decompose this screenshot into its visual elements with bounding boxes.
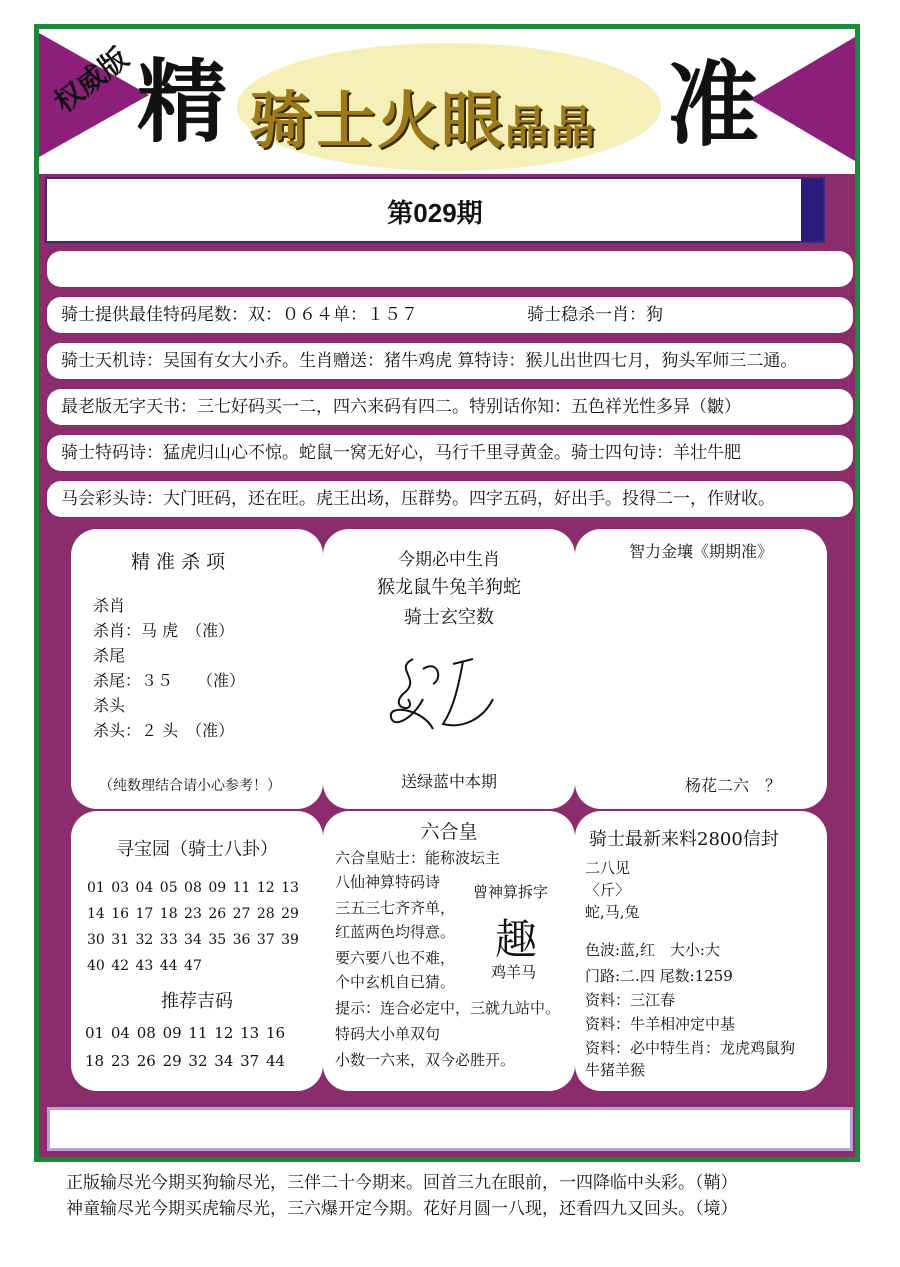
poem1-row: 骑士天机诗：吴国有女大小乔。生肖赠送：猪牛鸡虎 算特诗：猴儿出世四七月，狗头军师三二通。 (47, 343, 853, 379)
lhh-box (323, 811, 575, 1091)
num-row: 14 16 17 18 23 26 27 28 29 (87, 906, 299, 922)
news-l8: 资料：必中特生肖：龙虎鸡鼠狗 (585, 1039, 796, 1057)
lhh-side-big: 趣 (495, 915, 538, 964)
issue-number: 第029期 (387, 198, 483, 228)
kill-l4: 杀尾：３５ （准） (93, 671, 246, 690)
badge: 权威版 (48, 41, 135, 119)
blank-row (47, 251, 853, 287)
news-box (575, 811, 827, 1091)
poem4-row: 马会彩头诗：大门旺码，还在旺。虎王出场，压群势。四字五码，好出手。投得二一，作财收。 (47, 481, 853, 517)
news-l6: 资料：三江春 (585, 991, 676, 1009)
tail-text: 骑士提供最佳特码尾数：双：０６４单：１５７ (61, 305, 418, 325)
lhh-side1: 曾神算拆字 (473, 883, 549, 901)
lhh-l3: 三五三七齐齐单， (335, 899, 456, 917)
lhh-l4: 红蓝两色均得意。 (335, 923, 456, 941)
footer-line-1: 正版输尽光今期买狗输尽光，三伴二十今期来。回首三九在眼前，一四降临中头彩。（鞘） (66, 1173, 738, 1193)
news-l5: 门路:二.四 尾数:1259 (585, 967, 733, 985)
lhh-l8: 特码大小单双句 (335, 1025, 441, 1043)
zodiac-l1: 今期必中生肖 (398, 550, 500, 570)
treasure-title: 寻宝园（骑士八卦） (116, 839, 278, 860)
num-row: 30 31 32 33 34 35 36 37 39 (87, 932, 299, 948)
treasure-numbers (87, 875, 299, 979)
num-row: 18 23 26 29 32 34 37 44 (85, 1052, 286, 1070)
kill-l3: 杀尾 (93, 646, 126, 665)
gold-bottom: 杨花二六 ？ (685, 776, 782, 795)
kill-l2: 杀肖：马 虎 （准） (93, 621, 235, 640)
title-small: 晶晶 (505, 102, 598, 153)
lhh-l5: 要六要八也不难， (335, 949, 456, 967)
signature-icon (383, 639, 523, 739)
news-title: 骑士最新来料2800信封 (589, 829, 779, 850)
kill-text: 骑士稳杀一肖：狗 (527, 305, 663, 325)
kill-title: 精 准 杀 项 (131, 551, 226, 573)
title-main: 骑士火眼 (249, 84, 506, 157)
issue-bar (801, 179, 823, 241)
news-l7: 资料：牛羊相冲定中基 (585, 1015, 736, 1033)
lhh-l7: 提示：连合必定中，三就九站中。 (335, 999, 561, 1017)
kill-note: （纯数理结合请小心参考！） (99, 778, 281, 794)
treasure-sub: 推荐吉码 (161, 991, 233, 1012)
zodiac-l2: 猴龙鼠牛兔羊狗蛇 (377, 577, 521, 598)
header (39, 29, 855, 174)
big-char-left: 精 (137, 49, 227, 155)
gold-title: 智力金壤《期期准》 (628, 542, 773, 561)
zodiac-bottom: 送绿蓝中本期 (400, 772, 497, 791)
news-l9: 牛猪羊猴 (585, 1061, 646, 1079)
kill-box (71, 529, 323, 809)
tail-row (47, 297, 853, 333)
right-triangle (750, 37, 855, 161)
kill-l1: 杀肖 (93, 596, 126, 615)
kill-l6: 杀头：２ 头 （准） (93, 721, 235, 740)
num-row: 01 03 04 05 08 09 11 12 13 (87, 880, 299, 896)
poem3-row: 骑士特码诗：猛虎归山心不惊。蛇鼠一窝无好心，马行千里寻黄金。骑士四句诗：羊壮牛肥 (47, 435, 853, 471)
footer-line-2: 神童输尽光今期买虎输尽光，三六爆开定今期。花好月圆一八现，还看四九又回头。（境） (66, 1199, 738, 1219)
news-l3: 蛇,马,兔 (585, 903, 640, 921)
lhh-l2: 八仙神算特码诗 (335, 873, 441, 891)
zodiac-box (323, 529, 575, 809)
lucky-numbers (85, 1019, 285, 1075)
num-row: 01 04 08 09 11 12 13 16 (85, 1024, 286, 1042)
page-title (249, 71, 597, 160)
big-char-right: 准 (667, 51, 760, 159)
zodiac-l3: 骑士玄空数 (404, 607, 494, 628)
num-row: 40 42 43 44 47 (87, 958, 202, 974)
poster-frame (34, 24, 860, 1162)
news-l2: 〈斤〉 (585, 881, 631, 899)
lhh-l9: 小数一六来，双今必胜开。 (335, 1051, 516, 1069)
lhh-l1: 六合皇贴士：能称波坛主 (335, 849, 501, 867)
lhh-l6: 个中玄机自已猜。 (335, 973, 456, 991)
gold-box (575, 529, 827, 809)
kill-l5: 杀头 (93, 696, 126, 715)
lhh-side2: 鸡羊马 (491, 963, 537, 981)
issue-banner (45, 177, 825, 243)
lhh-title: 六合皇 (420, 821, 478, 843)
news-l4: 色波:蓝,红 大小:大 (585, 941, 720, 959)
treasure-box (71, 811, 323, 1091)
bottom-blank-bar (47, 1107, 853, 1151)
poem2-row: 最老版无字天书：三七好码买一二，四六来码有四二。特别话你知：五色祥光性多异（皺） (47, 389, 853, 425)
news-l1: 二八见 (585, 859, 631, 877)
